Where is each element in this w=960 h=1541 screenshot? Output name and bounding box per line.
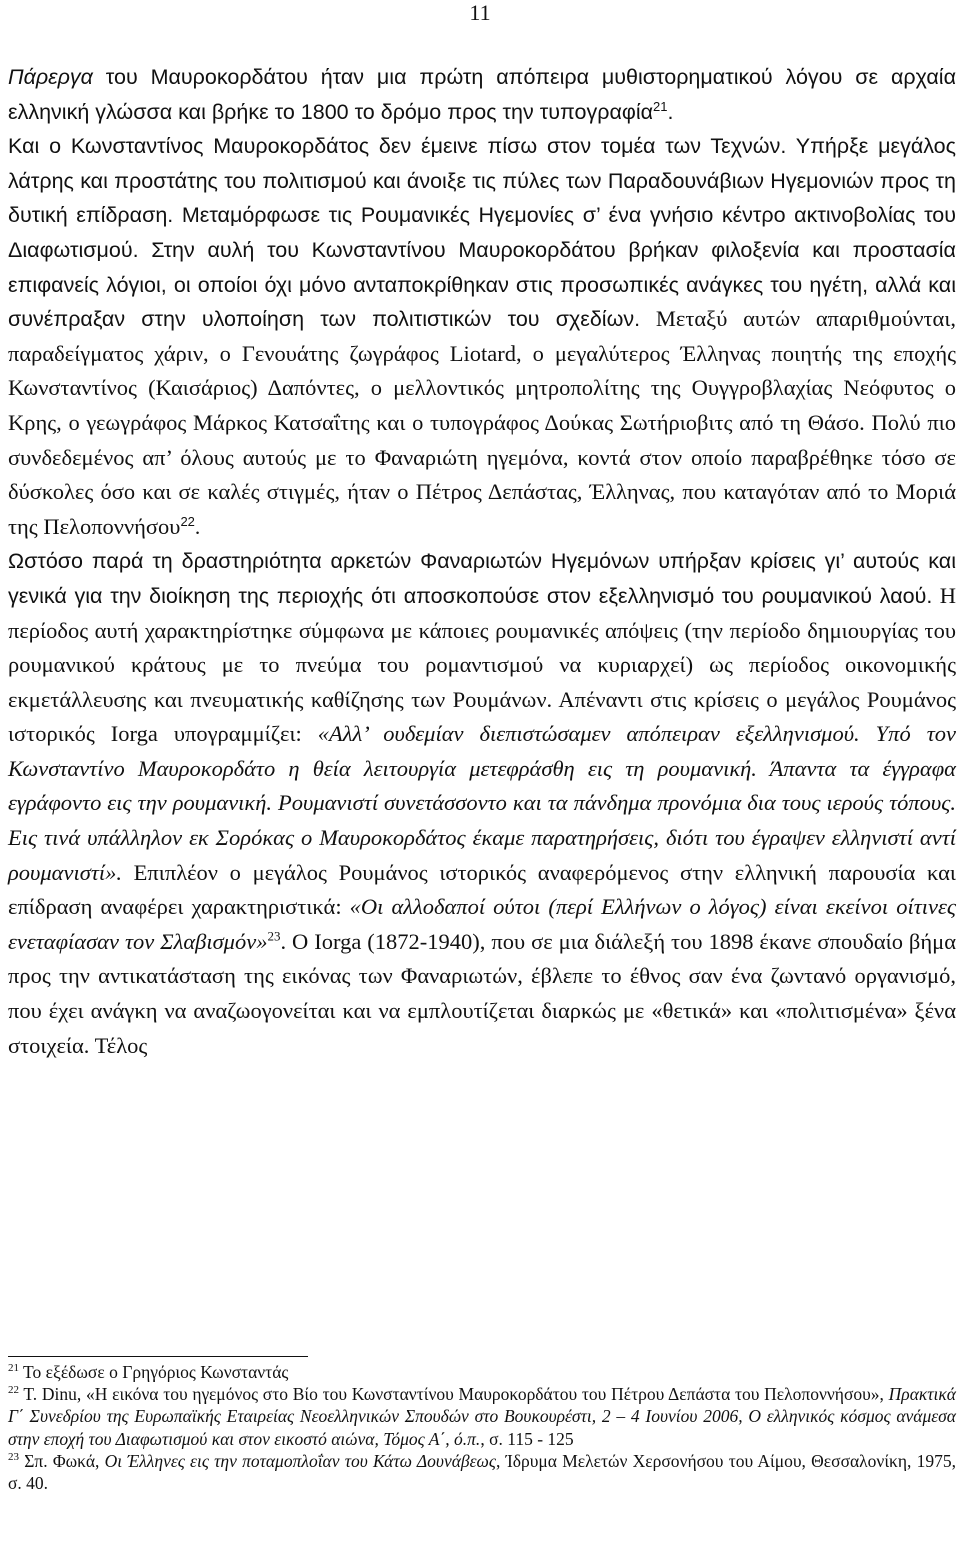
paragraph-3 [8,544,956,1063]
page-number: 11 [469,0,491,25]
paragraph-2-end: . [194,514,201,539]
footnote-text: Το εξέδωσε ο Γρηγόριος Κωνσταντάς [19,1362,289,1382]
footnote-number: 22 [8,1384,19,1397]
footnote-ref-23[interactable]: 23 [267,928,281,944]
footnote-italic-title: Οι Έλληνες εις την ποταμοπλοΐαν του Κάτω Δουνάβεως [104,1450,496,1471]
work-title-parerga: Πάρεργα [8,65,93,89]
footnote-publisher: , Ίδρυμα Μελετών Χερσονήσου του Αίμου, Θεσσαλονίκη, 1975, σ. 40. [8,1450,956,1494]
iorga-quote-2: «Οι αλλοδαποί ούτοι (περί Ελλήνων ο λόγος) είναι εκείνοι οίτινες ενεταφίασαν τον Σλαβισμόν» [8,894,956,954]
footnote-number: 21 [8,1362,19,1375]
paragraph-2 [8,129,956,544]
footnotes [8,1356,956,1494]
paragraph-1-text: του Μαυροκορδάτου ήταν μια πρώτη απόπειρα μυθιστορηματικού λόγου σε αρχαία ελληνική γλώσσα και βρήκε το 1800 το δρόμο προς την τυπογραφία [8,65,956,124]
iorga-quote-1: «Αλλ’ ουδεμίαν διεπιστώσαμεν απόπειραν εξελληνισμού. Υπό τον Κωνσταντίνο Μαυροκορδάτο η θεία λειτουργία μετεφράσθη εις τη ρουμανική. Άπαντα τα έγγραφα εγράφοντο εις την ρουμανική. Ρουμανιστί συνετάσσοντο και τα πάνδημα προνόμια δια τους ιερούς τόπους. Εις τινά υπάλληλον εκ Σορόκας ο Μαυροκορδάτος έκαμε παρατηρήσεις, διότι του έγραψεν ελληνιστί αντί ρουμανιστί». [8,721,956,885]
footnote-italic-title: Πρακτικά Γ΄ Συνεδρίου της Ευρωπαϊκής Εταιρείας Νεοελληνικών Σπουδών στο Βουκουρέστι, 2 – 4 Ιουνίου 2006, Ο ελληνικός κόσμος ανάμεσα στην εποχή του Διαφωτισμού και στον εικοστό αιώνα, Τόμος Α΄, ό.π. [8,1384,956,1449]
footnote-22 [8,1383,956,1450]
footnote-ref-21[interactable]: 21 [653,98,668,114]
paragraph-3-mid: Επιπλέον ο μεγάλος Ρουμάνος ιστορικός αναφερόμενος στην ελληνική παρουσία και επίδραση αναφέρει χαρακτηριστικά: [8,859,956,920]
footnote-21 [8,1361,956,1383]
footnote-text: T. Dinu, «Η εικόνα του ηγεμόνος στο Βίο του Κωνσταντίνου Μαυροκορδάτου του Πέτρου Δεπάστα του Πελοποννήσου», [19,1384,889,1405]
paragraph-1 [8,60,956,129]
body-text [8,60,956,1063]
footnote-pages: , σ. 115 - 125 [480,1428,574,1449]
footnote-text: Σπ. Φωκά, [19,1450,105,1471]
paragraph-2-text-continued: Μεταξύ αυτών απαριθμούνται, παραδείγματος χάριν, ο Γενουάτης ζωγράφος Liotard, ο μεγαλύτερος Έλληνας ποιητής της εποχής Κωνσταντίνος (Καισάριος) Δαπόντες, ο μελλοντικός μητροπολίτης της Ουγγροβλαχίας Νεόφυτος ο Κρης, ο γεωγράφος Μάρκος Κατσαΐτης και ο τυπογράφος Δούκας Σωτήριοβιτς από τη Θάσο. Πολύ πιο συνδεδεμένος απ’ όλους αυτούς με το Φαναριώτη ηγεμόνα, κοντά στον οποίο παραβρέθηκε τόσο σε δύσκολες όσο και σε καλές στιγμές, ήταν ο Πέτρος Δεπάστας, Έλληνας, που καταγόταν από το Μοριά της Πελοποννήσου [8,306,957,539]
paragraph-3-text-continued: Η περίοδος αυτή χαρακτηρίστηκε σύμφωνα με κάποιες ρουμανικές απόψεις (την περίοδο δημιουργίας του ρουμανικού κράτους με το πνεύμα του ρομαντισμού να κυριαρχεί) ως περίοδος οικονομικής εκμετάλλευσης και πνευματικής καθίζησης των Ρουμάνων. Απέναντι στις κρίσεις ο μεγάλος Ρουμάνος ιστορικός Iorga υπογραμμίζει: [8,582,956,747]
paragraph-1-end: . [667,99,674,124]
footnote-divider [8,1356,308,1357]
paragraph-2-text: Και ο Κωνσταντίνος Μαυροκορδάτος δεν έμεινε πίσω στον τομέα των Τεχνών. Υπήρξε μεγάλος λάτρης και προστάτης του πολιτισμού και άνοιξε τις πύλες των Παραδουνάβιων Ηγεμονιών προς τη δυτική επίδραση. Μεταμόρφωσε τις Ρουμανικές Ηγεμονίες σ’ ένα γνήσιο κέντρο ακτινοβολίας του Διαφωτισμού. Στην αυλή του Κωνσταντίνου Μαυροκορδάτου βρήκαν φιλοξενία και προστασία επιφανείς λόγιοι, οι οποίοι όχι μόνο ανταποκρίθηκαν στις προσωπικές ανάγκες του ηγέτη, αλλά και συνέπραξαν στην υλοποίηση των πολιτιστικών του σχεδίων. [8,134,956,332]
paragraph-3-text: Ωστόσο παρά τη δραστηριότητα αρκετών Φαναριωτών Ηγεμόνων υπήρξαν κρίσεις γι’ αυτούς και γενικά για την διοίκηση της περιοχής ότι αποσκοπούσε στον εξελληνισμό του ρουμανικού λαού. [8,549,956,608]
footnote-number: 23 [8,1450,19,1463]
footnote-23 [8,1450,956,1494]
footnote-ref-22[interactable]: 22 [180,513,195,529]
paragraph-3-end: . Ο Iorga (1872-1940), που σε μια διάλεξή του 1898 έκανε σπουδαίο βήμα προς την αντικατάσταση της εικόνας των Φαναριωτών, έβλεπε το έθνος σαν ένα ζωντανό οργανισμό, που έχει ανάγκη να αναζωογονείται και να εμπλουτίζεται διαρκώς με «θετικά» και «πολιτισμένα» ξένα στοιχεία. Τέλος [8,928,956,1058]
